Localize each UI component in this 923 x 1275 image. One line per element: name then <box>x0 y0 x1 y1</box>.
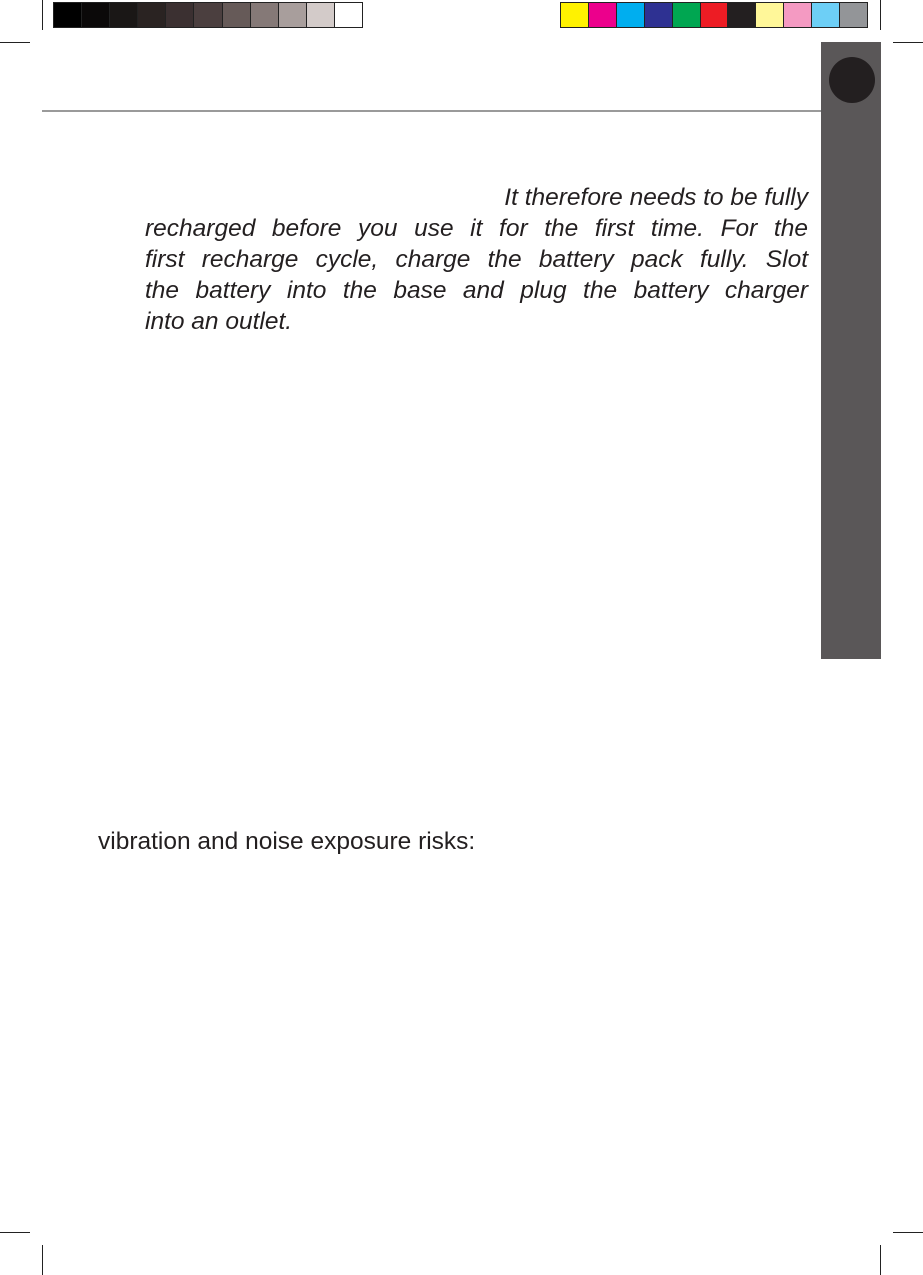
process-color-calibration-bar <box>560 2 868 28</box>
process-color-swatch <box>645 3 673 27</box>
process-color-swatch <box>561 3 589 27</box>
process-color-swatch <box>756 3 784 27</box>
grayscale-swatch <box>194 3 222 27</box>
process-color-swatch <box>701 3 729 27</box>
paragraph-line: the battery into the base and plug the battery charger <box>145 277 808 304</box>
paragraph-line: into an outlet. <box>145 308 293 335</box>
paragraph-line: first recharge cycle, charge the battery pack fully. Slot <box>145 246 808 273</box>
chapter-side-tab <box>821 42 881 659</box>
process-color-swatch <box>589 3 617 27</box>
tab-marker-dot <box>829 57 875 103</box>
crop-mark-bottom-left-h <box>0 1232 30 1233</box>
grayscale-swatch <box>335 3 362 27</box>
paragraph-line: recharged before you use it for the first time. For the <box>145 215 808 242</box>
grayscale-swatch <box>110 3 138 27</box>
crop-mark-top-right-v <box>880 0 881 30</box>
crop-mark-bottom-left-v <box>42 1245 43 1275</box>
crop-mark-top-right-h <box>893 42 923 43</box>
process-color-swatch <box>812 3 840 27</box>
grayscale-calibration-bar <box>53 2 363 28</box>
process-color-swatch <box>728 3 756 27</box>
process-color-swatch <box>617 3 645 27</box>
crop-mark-top-left-h <box>0 42 30 43</box>
paragraph-line: It therefore needs to be fully <box>504 184 808 211</box>
grayscale-swatch <box>166 3 194 27</box>
grayscale-swatch <box>138 3 166 27</box>
vibration-noise-caption: vibration and noise exposure risks: <box>98 828 476 855</box>
crop-mark-top-left-v <box>42 0 43 30</box>
crop-mark-bottom-right-v <box>880 1245 881 1275</box>
crop-mark-bottom-right-h <box>893 1232 923 1233</box>
process-color-swatch <box>784 3 812 27</box>
battery-charging-paragraph <box>145 182 808 337</box>
process-color-swatch <box>840 3 867 27</box>
grayscale-swatch <box>82 3 110 27</box>
grayscale-swatch <box>54 3 82 27</box>
grayscale-swatch <box>251 3 279 27</box>
grayscale-swatch <box>279 3 307 27</box>
process-color-swatch <box>673 3 701 27</box>
grayscale-swatch <box>307 3 335 27</box>
header-rule <box>42 110 821 112</box>
grayscale-swatch <box>223 3 251 27</box>
